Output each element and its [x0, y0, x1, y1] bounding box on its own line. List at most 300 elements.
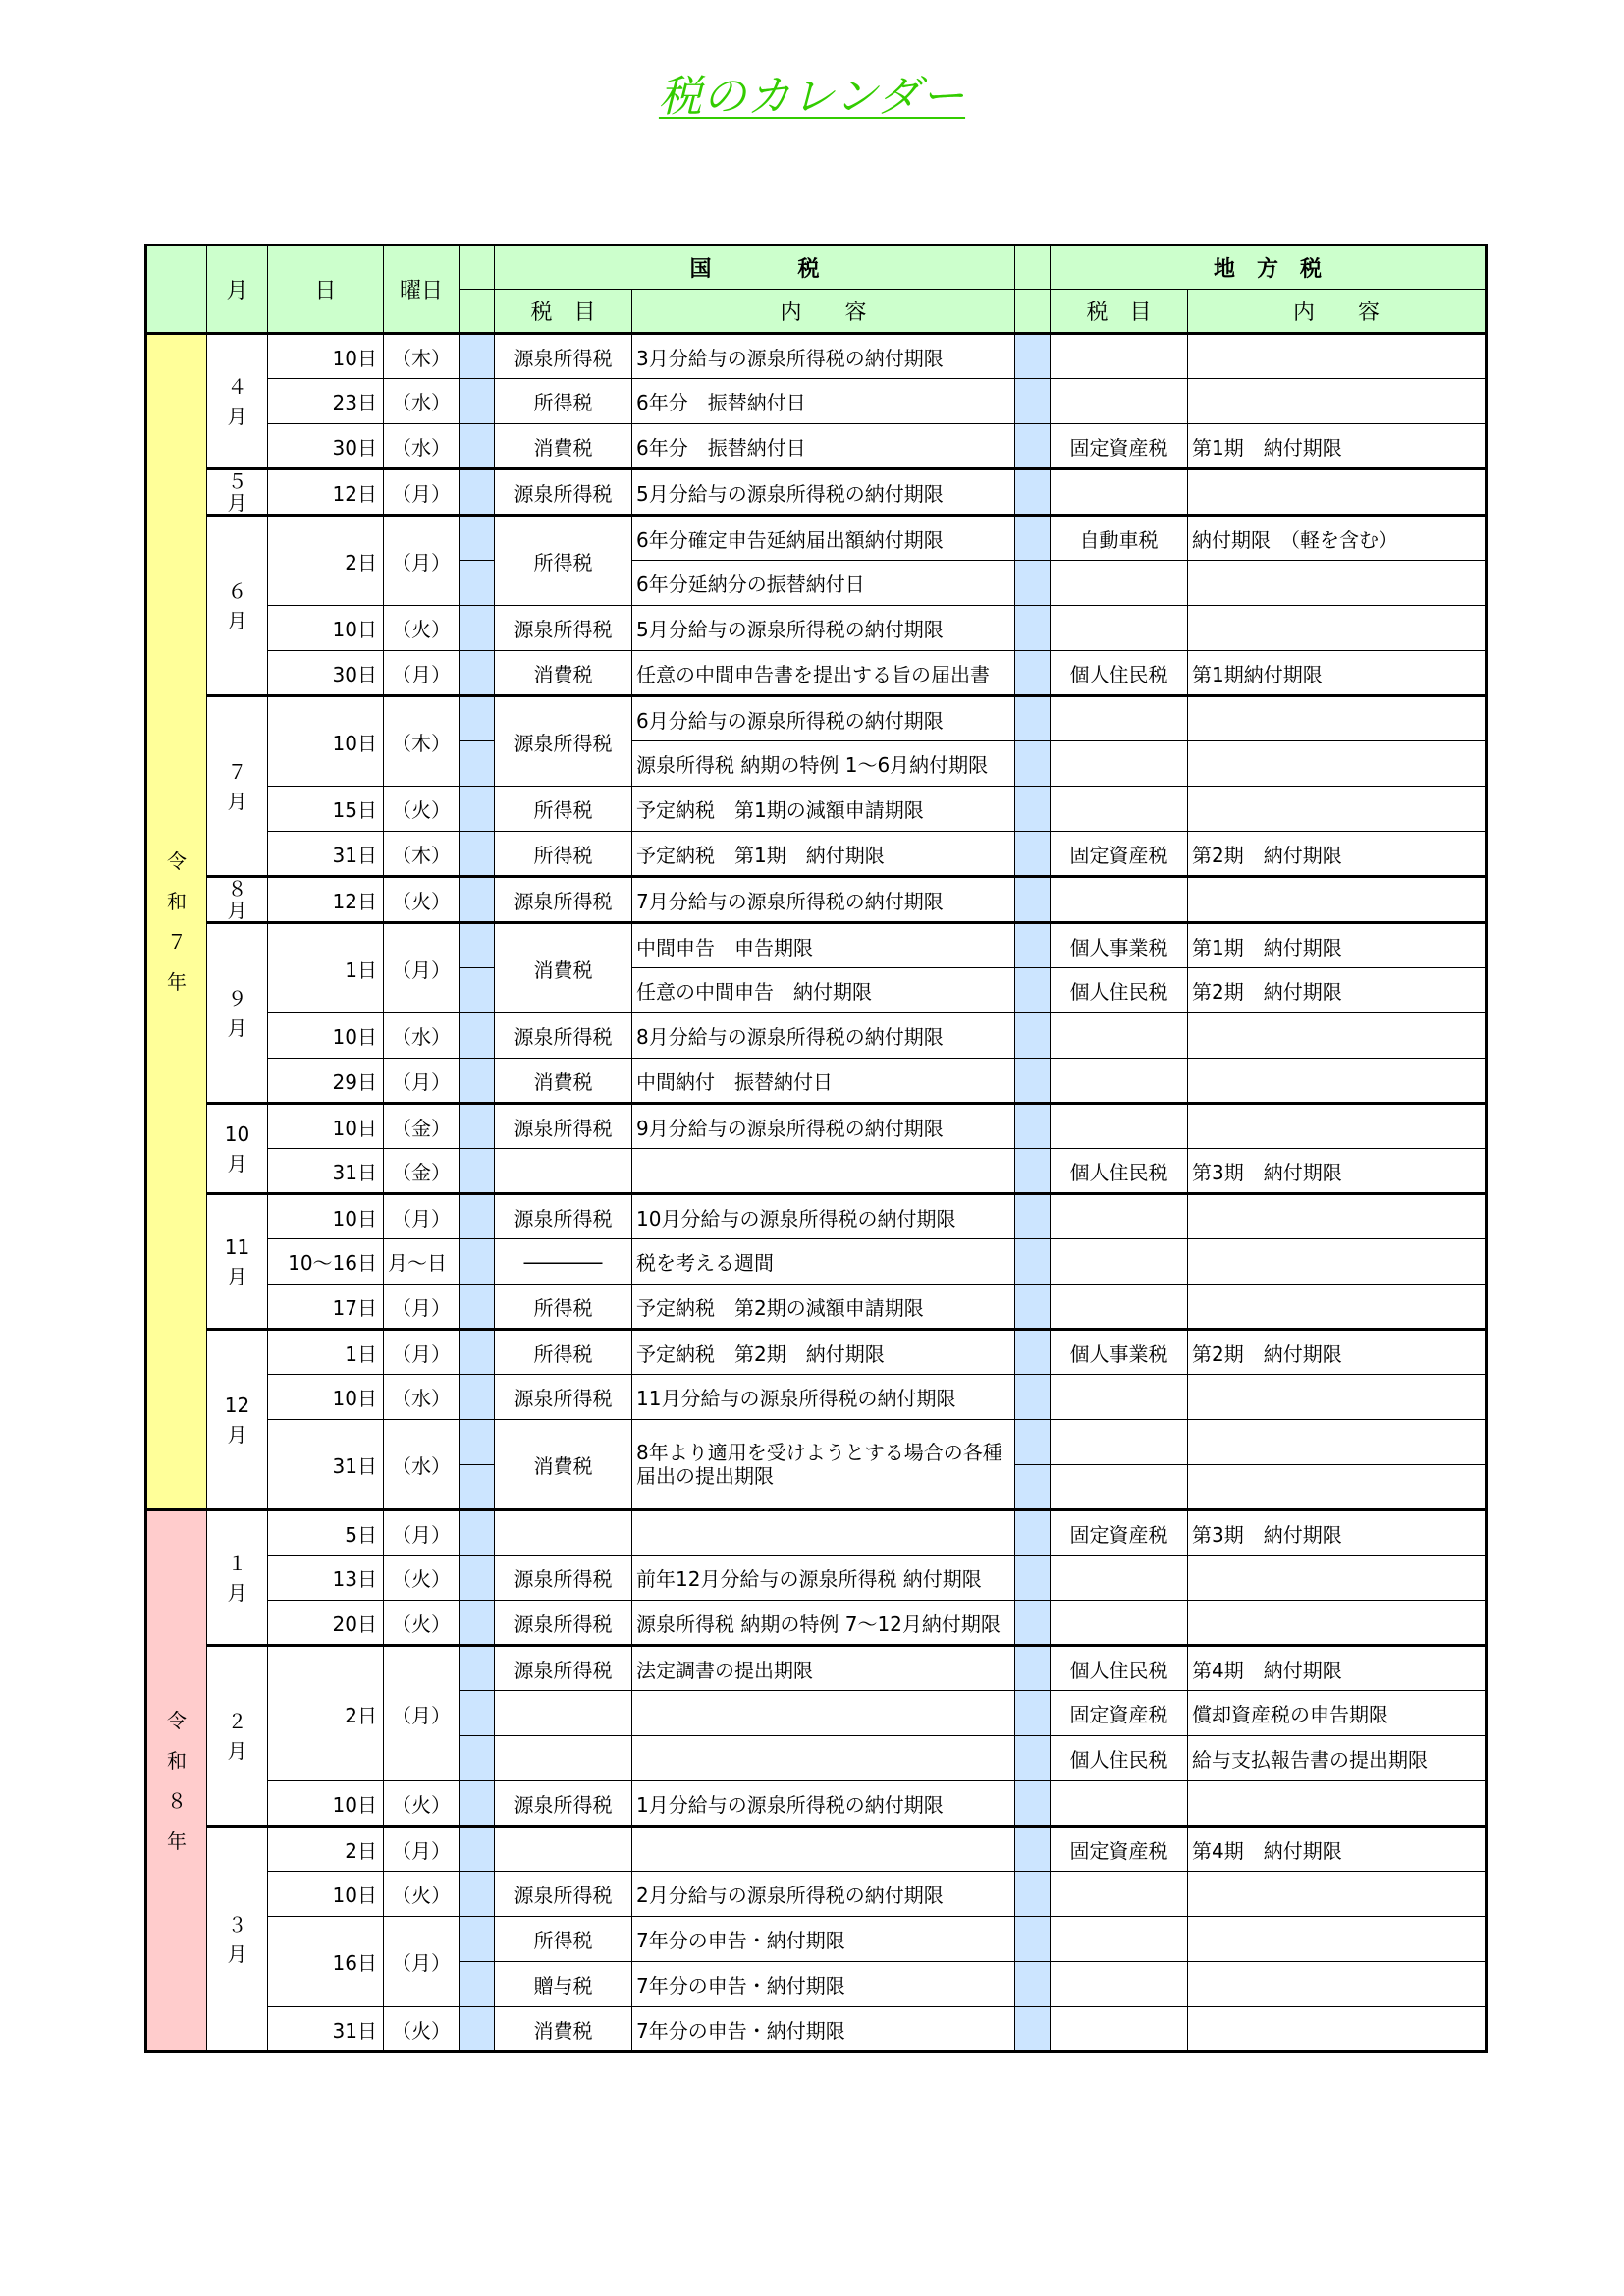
local-tax-item: [1051, 2007, 1188, 2052]
header-national-tax: 国 税: [495, 246, 1015, 290]
local-gap-cell: [1015, 1781, 1051, 1827]
local-gap-cell: [1015, 606, 1051, 651]
header-national-item: 税 目: [495, 290, 632, 334]
local-tax-content: [1188, 379, 1487, 424]
month-cell: 12 月: [207, 1330, 268, 1510]
day-cell: 13日: [268, 1556, 384, 1601]
national-gap-cell: [460, 1104, 495, 1149]
local-tax-item: [1051, 1285, 1188, 1330]
header-gap: [1015, 290, 1051, 334]
weekday-cell: （月）: [384, 469, 460, 516]
national-tax-content: 源泉所得税 納期の特例 1～6月納付期限: [632, 741, 1015, 787]
local-tax-content: [1188, 1104, 1487, 1149]
national-gap-cell: [460, 379, 495, 424]
weekday-cell: （水）: [384, 379, 460, 424]
header-gap: [460, 290, 495, 334]
national-tax-item: 消費税: [495, 424, 632, 469]
table-row: [146, 1827, 1487, 1872]
local-gap-cell: [1015, 651, 1051, 696]
national-tax-content: 6年分 振替納付日: [632, 424, 1015, 469]
day-cell: 31日: [268, 2007, 384, 2052]
table-row: [146, 1872, 1487, 1917]
month-cell: １ 月: [207, 1510, 268, 1646]
table-row: [146, 1059, 1487, 1104]
header-national-content: 内 容: [632, 290, 1015, 334]
table-row: [146, 1917, 1487, 1962]
local-tax-content: 第1期納付期限: [1188, 651, 1487, 696]
day-cell: 30日: [268, 424, 384, 469]
local-tax-content: [1188, 1917, 1487, 1962]
local-tax-content: 第3期 納付期限: [1188, 1510, 1487, 1556]
local-gap-cell: [1015, 1420, 1051, 1465]
weekday-cell: （火）: [384, 877, 460, 923]
local-tax-content: [1188, 334, 1487, 379]
national-gap-cell: [460, 1510, 495, 1556]
table-row: [146, 787, 1487, 832]
national-tax-content: [632, 1691, 1015, 1736]
weekday-cell: （月）: [384, 1646, 460, 1781]
national-tax-content: 6年分延納分の振替納付日: [632, 561, 1015, 606]
weekday-cell: （月）: [384, 1330, 460, 1375]
weekday-cell: （水）: [384, 1013, 460, 1059]
header-local-item: 税 目: [1051, 290, 1188, 334]
era-cell: 令 和 ８ 年: [146, 1510, 207, 2052]
national-gap-cell: [460, 968, 495, 1013]
day-cell: 1日: [268, 1330, 384, 1375]
weekday-cell: （木）: [384, 696, 460, 787]
table-row: [146, 469, 1487, 516]
national-tax-content: 予定納税 第2期 納付期限: [632, 1330, 1015, 1375]
national-gap-cell: [460, 1556, 495, 1601]
month-cell: ３ 月: [207, 1827, 268, 2052]
national-tax-item: 贈与税: [495, 1962, 632, 2007]
national-tax-item: 消費税: [495, 2007, 632, 2052]
national-tax-content: 源泉所得税 納期の特例 7～12月納付期限: [632, 1601, 1015, 1646]
header-era: [146, 246, 207, 334]
table-row: [146, 651, 1487, 696]
local-gap-cell: [1015, 832, 1051, 877]
local-gap-cell: [1015, 1149, 1051, 1194]
local-tax-content: [1188, 2007, 1487, 2052]
local-tax-item: [1051, 1059, 1188, 1104]
day-cell: 10日: [268, 1013, 384, 1059]
national-gap-cell: [460, 1059, 495, 1104]
weekday-cell: （月）: [384, 1510, 460, 1556]
local-tax-content: 第4期 納付期限: [1188, 1827, 1487, 1872]
day-cell: 2日: [268, 1646, 384, 1781]
month-cell: ５ 月: [207, 469, 268, 516]
month-cell: ４ 月: [207, 334, 268, 469]
month-cell: ７ 月: [207, 696, 268, 877]
table-row: [146, 1420, 1487, 1465]
national-gap-cell: [460, 741, 495, 787]
month-cell: ８ 月: [207, 877, 268, 923]
national-tax-content: 予定納税 第1期 納付期限: [632, 832, 1015, 877]
local-tax-item: [1051, 469, 1188, 516]
local-gap-cell: [1015, 469, 1051, 516]
national-gap-cell: [460, 516, 495, 561]
national-tax-item: ――――: [495, 1239, 632, 1285]
national-gap-cell: [460, 2007, 495, 2052]
national-gap-cell: [460, 606, 495, 651]
local-tax-content: [1188, 1194, 1487, 1239]
table-row: [146, 516, 1487, 561]
national-gap-cell: [460, 1646, 495, 1691]
national-tax-item: 源泉所得税: [495, 696, 632, 787]
weekday-cell: （金）: [384, 1149, 460, 1194]
national-tax-content: 前年12月分給与の源泉所得税 納付期限: [632, 1556, 1015, 1601]
national-gap-cell: [460, 1375, 495, 1420]
day-cell: 30日: [268, 651, 384, 696]
table-row: [146, 379, 1487, 424]
day-cell: 2日: [268, 1827, 384, 1872]
local-tax-item: [1051, 561, 1188, 606]
local-gap-cell: [1015, 1059, 1051, 1104]
local-tax-item: [1051, 1420, 1188, 1465]
national-tax-item: 所得税: [495, 787, 632, 832]
weekday-cell: （月）: [384, 1059, 460, 1104]
national-tax-content: [632, 1736, 1015, 1781]
national-gap-cell: [460, 1149, 495, 1194]
local-tax-item: 固定資産税: [1051, 1827, 1188, 1872]
local-gap-cell: [1015, 1556, 1051, 1601]
national-gap-cell: [460, 877, 495, 923]
local-tax-content: [1188, 877, 1487, 923]
local-tax-item: [1051, 877, 1188, 923]
national-tax-item: 源泉所得税: [495, 1104, 632, 1149]
weekday-cell: （火）: [384, 1556, 460, 1601]
local-tax-item: [1051, 606, 1188, 651]
local-tax-item: [1051, 334, 1188, 379]
header-day: 日: [268, 246, 384, 334]
local-tax-content: [1188, 469, 1487, 516]
table-row: [146, 1375, 1487, 1420]
day-cell: 5日: [268, 1510, 384, 1556]
table-row: [146, 832, 1487, 877]
national-tax-content: 予定納税 第2期の減額申請期限: [632, 1285, 1015, 1330]
local-tax-item: [1051, 696, 1188, 741]
local-tax-content: [1188, 606, 1487, 651]
local-tax-content: [1188, 1013, 1487, 1059]
national-tax-content: 税を考える週間: [632, 1239, 1015, 1285]
local-gap-cell: [1015, 923, 1051, 968]
local-tax-content: 第2期 納付期限: [1188, 968, 1487, 1013]
local-gap-cell: [1015, 1510, 1051, 1556]
national-gap-cell: [460, 787, 495, 832]
weekday-cell: （水）: [384, 1420, 460, 1510]
local-tax-content: 給与支払報告書の提出期限: [1188, 1736, 1487, 1781]
day-cell: 10日: [268, 1375, 384, 1420]
local-gap-cell: [1015, 1239, 1051, 1285]
weekday-cell: （火）: [384, 606, 460, 651]
local-tax-item: [1051, 741, 1188, 787]
local-tax-item: 固定資産税: [1051, 1510, 1188, 1556]
month-cell: 11 月: [207, 1194, 268, 1330]
month-cell: ２ 月: [207, 1646, 268, 1827]
local-gap-cell: [1015, 1330, 1051, 1375]
local-tax-content: [1188, 741, 1487, 787]
local-tax-content: [1188, 1962, 1487, 2007]
local-tax-item: 自動車税: [1051, 516, 1188, 561]
national-tax-content: 2月分給与の源泉所得税の納付期限: [632, 1872, 1015, 1917]
national-gap-cell: [460, 832, 495, 877]
day-cell: 15日: [268, 787, 384, 832]
national-gap-cell: [460, 1420, 495, 1465]
table-row: [146, 1285, 1487, 1330]
national-tax-content: 11月分給与の源泉所得税の納付期限: [632, 1375, 1015, 1420]
national-tax-content: [632, 1827, 1015, 1872]
national-gap-cell: [460, 334, 495, 379]
national-gap-cell: [460, 1330, 495, 1375]
local-gap-cell: [1015, 877, 1051, 923]
day-cell: 10日: [268, 1872, 384, 1917]
national-gap-cell: [460, 1872, 495, 1917]
era-cell: 令 和 ７ 年: [146, 334, 207, 1510]
local-gap-cell: [1015, 1104, 1051, 1149]
table-row: [146, 1646, 1487, 1691]
national-tax-item: [495, 1827, 632, 1872]
table-row: [146, 424, 1487, 469]
local-tax-content: [1188, 696, 1487, 741]
national-tax-item: 源泉所得税: [495, 606, 632, 651]
local-gap-cell: [1015, 1194, 1051, 1239]
national-tax-content: 1月分給与の源泉所得税の納付期限: [632, 1781, 1015, 1827]
table-row: [146, 334, 1487, 379]
national-tax-content: [632, 1149, 1015, 1194]
local-tax-content: [1188, 1601, 1487, 1646]
local-tax-item: [1051, 1601, 1188, 1646]
local-tax-item: [1051, 1781, 1188, 1827]
local-tax-item: 固定資産税: [1051, 1691, 1188, 1736]
local-gap-cell: [1015, 561, 1051, 606]
national-tax-content: 3月分給与の源泉所得税の納付期限: [632, 334, 1015, 379]
day-cell: 2日: [268, 516, 384, 606]
national-gap-cell: [460, 1962, 495, 2007]
day-cell: 29日: [268, 1059, 384, 1104]
day-cell: 10日: [268, 1104, 384, 1149]
local-tax-content: [1188, 1059, 1487, 1104]
local-tax-item: [1051, 1375, 1188, 1420]
table-row: [146, 877, 1487, 923]
national-tax-content: 6年分 振替納付日: [632, 379, 1015, 424]
local-gap-cell: [1015, 1285, 1051, 1330]
national-tax-item: 源泉所得税: [495, 1013, 632, 1059]
day-cell: 31日: [268, 832, 384, 877]
national-tax-item: 源泉所得税: [495, 1601, 632, 1646]
table-row: [146, 1239, 1487, 1285]
national-tax-content: 中間納付 振替納付日: [632, 1059, 1015, 1104]
national-tax-content: 予定納税 第1期の減額申請期限: [632, 787, 1015, 832]
national-gap-cell: [460, 1601, 495, 1646]
weekday-cell: （月）: [384, 923, 460, 1013]
local-tax-item: [1051, 1872, 1188, 1917]
national-gap-cell: [460, 1194, 495, 1239]
national-tax-content: 任意の中間申告書を提出する旨の届出書: [632, 651, 1015, 696]
local-gap-cell: [1015, 787, 1051, 832]
weekday-cell: （木）: [384, 334, 460, 379]
local-tax-item: 個人住民税: [1051, 1149, 1188, 1194]
national-tax-item: 所得税: [495, 1330, 632, 1375]
table-row: [146, 606, 1487, 651]
weekday-cell: （月）: [384, 1917, 460, 2007]
weekday-cell: （金）: [384, 1104, 460, 1149]
day-cell: 12日: [268, 469, 384, 516]
month-cell: 10 月: [207, 1104, 268, 1194]
local-tax-content: 償却資産税の申告期限: [1188, 1691, 1487, 1736]
local-gap-cell: [1015, 1827, 1051, 1872]
day-cell: 10日: [268, 606, 384, 651]
national-tax-item: 所得税: [495, 832, 632, 877]
local-tax-item: [1051, 1917, 1188, 1962]
national-tax-item: 源泉所得税: [495, 469, 632, 516]
national-tax-item: 源泉所得税: [495, 1375, 632, 1420]
national-tax-content: 6月分給与の源泉所得税の納付期限: [632, 696, 1015, 741]
local-gap-cell: [1015, 1962, 1051, 2007]
national-tax-content: 任意の中間申告 納付期限: [632, 968, 1015, 1013]
local-tax-item: 個人住民税: [1051, 651, 1188, 696]
local-tax-item: [1051, 1962, 1188, 2007]
weekday-cell: （水）: [384, 1375, 460, 1420]
local-tax-item: [1051, 1239, 1188, 1285]
local-gap-cell: [1015, 1465, 1051, 1510]
table-row: [146, 1556, 1487, 1601]
national-tax-item: 消費税: [495, 923, 632, 1013]
national-tax-item: 源泉所得税: [495, 1872, 632, 1917]
weekday-cell: （火）: [384, 1872, 460, 1917]
national-tax-content: [632, 1510, 1015, 1556]
national-gap-cell: [460, 923, 495, 968]
national-tax-item: 源泉所得税: [495, 1646, 632, 1691]
local-gap-cell: [1015, 968, 1051, 1013]
local-tax-content: 第3期 納付期限: [1188, 1149, 1487, 1194]
weekday-cell: （水）: [384, 424, 460, 469]
local-tax-content: 第2期 納付期限: [1188, 1330, 1487, 1375]
table-row: [146, 1601, 1487, 1646]
national-tax-content: 6年分確定申告延納届出額納付期限: [632, 516, 1015, 561]
tax-calendar-table: [144, 244, 1488, 2053]
local-gap-cell: [1015, 696, 1051, 741]
national-gap-cell: [460, 1691, 495, 1736]
header-gap: [460, 246, 495, 290]
local-tax-item: 個人事業税: [1051, 923, 1188, 968]
national-tax-item: 所得税: [495, 1285, 632, 1330]
table-row: [146, 1510, 1487, 1556]
local-tax-item: [1051, 1465, 1188, 1510]
local-tax-content: [1188, 1465, 1487, 1510]
local-tax-item: 固定資産税: [1051, 832, 1188, 877]
national-gap-cell: [460, 1285, 495, 1330]
table-row: [146, 1781, 1487, 1827]
national-tax-item: [495, 1691, 632, 1736]
local-gap-cell: [1015, 1691, 1051, 1736]
table-row: [146, 2007, 1487, 2052]
national-tax-item: 源泉所得税: [495, 877, 632, 923]
table-row: [146, 1194, 1487, 1239]
weekday-cell: （月）: [384, 1827, 460, 1872]
local-gap-cell: [1015, 741, 1051, 787]
header-local-content: 内 容: [1188, 290, 1487, 334]
national-tax-content: 9月分給与の源泉所得税の納付期限: [632, 1104, 1015, 1149]
local-tax-content: [1188, 1781, 1487, 1827]
national-gap-cell: [460, 1239, 495, 1285]
national-tax-content: 7年分の申告・納付期限: [632, 1962, 1015, 2007]
national-tax-content: 5月分給与の源泉所得税の納付期限: [632, 606, 1015, 651]
weekday-cell: （月）: [384, 1194, 460, 1239]
weekday-cell: （木）: [384, 832, 460, 877]
local-gap-cell: [1015, 334, 1051, 379]
day-cell: 12日: [268, 877, 384, 923]
national-gap-cell: [460, 651, 495, 696]
local-gap-cell: [1015, 516, 1051, 561]
local-gap-cell: [1015, 1872, 1051, 1917]
local-tax-item: [1051, 787, 1188, 832]
national-gap-cell: [460, 424, 495, 469]
day-cell: 31日: [268, 1420, 384, 1510]
month-cell: ６ 月: [207, 516, 268, 696]
national-tax-item: [495, 1149, 632, 1194]
weekday-cell: （月）: [384, 1285, 460, 1330]
local-gap-cell: [1015, 379, 1051, 424]
local-tax-item: [1051, 1194, 1188, 1239]
local-tax-item: 個人住民税: [1051, 1736, 1188, 1781]
table-row: [146, 923, 1487, 968]
national-tax-content: 中間申告 申告期限: [632, 923, 1015, 968]
local-tax-item: [1051, 1013, 1188, 1059]
national-tax-item: 所得税: [495, 379, 632, 424]
table-row: [146, 1149, 1487, 1194]
local-tax-content: [1188, 1239, 1487, 1285]
national-tax-content: 7年分の申告・納付期限: [632, 2007, 1015, 2052]
local-tax-item: 個人住民税: [1051, 968, 1188, 1013]
local-tax-content: [1188, 787, 1487, 832]
weekday-cell: 月～日: [384, 1239, 460, 1285]
day-cell: 10日: [268, 1781, 384, 1827]
weekday-cell: （火）: [384, 2007, 460, 2052]
weekday-cell: （月）: [384, 516, 460, 606]
day-cell: 20日: [268, 1601, 384, 1646]
national-tax-content: 法定調書の提出期限: [632, 1646, 1015, 1691]
day-cell: 17日: [268, 1285, 384, 1330]
national-tax-item: 源泉所得税: [495, 1194, 632, 1239]
national-gap-cell: [460, 1736, 495, 1781]
national-gap-cell: [460, 469, 495, 516]
local-gap-cell: [1015, 1013, 1051, 1059]
local-gap-cell: [1015, 1736, 1051, 1781]
day-cell: 16日: [268, 1917, 384, 2007]
day-cell: 1日: [268, 923, 384, 1013]
weekday-cell: （火）: [384, 1781, 460, 1827]
table-row: [146, 696, 1487, 741]
national-gap-cell: [460, 1917, 495, 1962]
table-row: [146, 1330, 1487, 1375]
day-cell: 10日: [268, 696, 384, 787]
national-tax-content: 8月分給与の源泉所得税の納付期限: [632, 1013, 1015, 1059]
national-gap-cell: [460, 561, 495, 606]
local-tax-content: 第4期 納付期限: [1188, 1646, 1487, 1691]
national-tax-item: 源泉所得税: [495, 1556, 632, 1601]
local-tax-item: [1051, 1556, 1188, 1601]
national-tax-item: 源泉所得税: [495, 334, 632, 379]
national-tax-item: 所得税: [495, 1917, 632, 1962]
national-tax-item: 消費税: [495, 1059, 632, 1104]
national-gap-cell: [460, 1013, 495, 1059]
local-gap-cell: [1015, 424, 1051, 469]
day-cell: 10～16日: [268, 1239, 384, 1285]
national-tax-item: 消費税: [495, 651, 632, 696]
national-tax-content: 8年より適用を受けようとする場合の各種届出の提出期限: [632, 1420, 1015, 1510]
local-tax-content: 納付期限 （軽を含む）: [1188, 516, 1487, 561]
local-tax-content: [1188, 1420, 1487, 1465]
